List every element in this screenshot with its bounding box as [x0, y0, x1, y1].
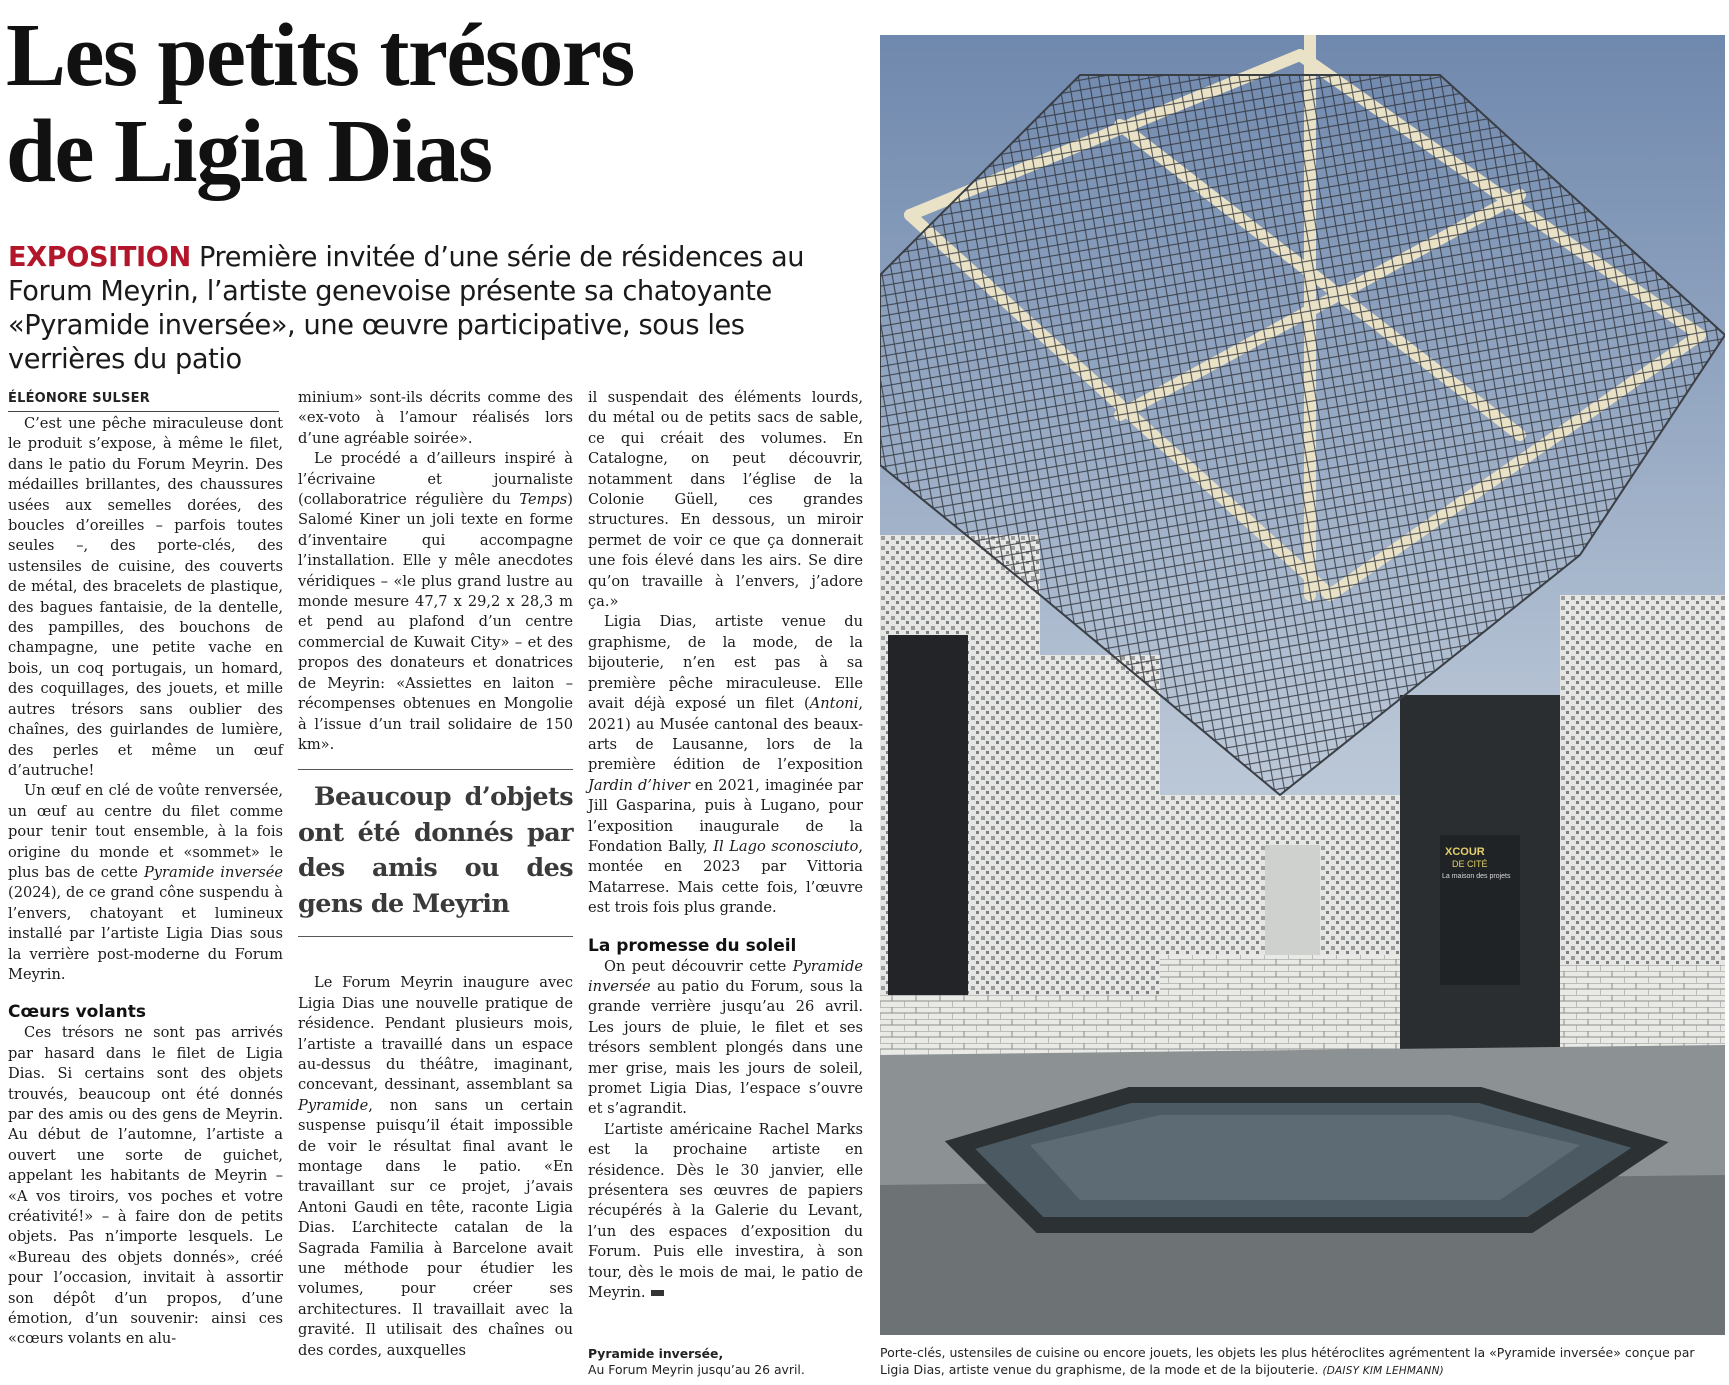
patio-net-illustration [880, 35, 1725, 1335]
paragraph: C’est une pêche miraculeuse dont le produit s’expose, à même le filet, dans le patio du Forum Meyrin. Des médailles brillantes, des chaussures usées aux semelles dorées, des boucles d’oreilles – parfois toutes seules –, des porte-clés, des ustensiles de cuisine, des couverts de métal, des bracelets de plastique, des bagues fantaisie, de la dentelle, des pampilles, des bouchons de champagne, une petite vache en bois, un coq portugais, un homard, des coquillages, des jouets, et mille autres trésors sans oublier des chaînes, des guirlandes de lumière, des perles et même un œuf d’autruche! [8, 415, 283, 779]
paragraph: L’artiste américaine Rachel Marks est la prochaine artiste en résidence. Dès le 30 janvier, elle présentera ses œuvres de papiers récupérés à la Galerie du Levant, l’un des espaces d’exposition du Forum. Puis elle investira, à son tour, dès le mois de mai, le patio de Meyrin. [588, 1120, 863, 1302]
pull-quote: Beaucoup d’objets ont été donnés par des amis ou des gens de Meyrin [298, 782, 573, 919]
article-photo [880, 35, 1725, 1335]
caption-text: Porte-clés, ustensiles de cuisine ou encore jouets, les objets les plus hétéroclites agrémentent la «Pyramide inversée» conçue par Ligia Dias, artiste venue du graphisme, de la mode et de la bijouterie. [880, 1345, 1695, 1377]
paragraph: Ligia Dias, artiste venue du graphisme, de la mode, de la bijouterie, n’en est pas à sa première pêche miraculeuse. Elle avait déjà exposé un filet (Antoni, 2021) au Musée cantonal des beaux-arts de Lausanne, lors de la première édition de l’exposition Jardin d’hiver en 2021, imaginée par Jill Gasparina, puis à Lugano, pour l’exposition inaugurale de la Fondation Bally, Il Lago sconosciuto, montée en 2023 par Vittoria Matarrese. Mais cette fois, l’œuvre est trois fois plus grande. [588, 613, 864, 917]
paragraph: Un œuf en clé de voûte renversée, un œuf au centre du filet comme pour tenir tout ensemble, à la fois origine du monde et «sommet» le plus bas de cette Pyramide inversée (2024), de ce grand cône suspendu à l’envers, chatoyant et lumineux installé par l’artiste Ligia Dias sous la verrière post-moderne du Forum Meyrin. [8, 782, 283, 983]
headline-line-2: de Ligia Dias [6, 102, 492, 201]
sign-text: La maison des projets [1442, 873, 1511, 880]
paragraph: Le Forum Meyrin inaugure avec Ligia Dias une nouvelle pratique de résidence. Pendant plusieurs mois, l’artiste a travaillé dans un espace au-dessus du théâtre, imaginant, concevant, dessinant, assemblant sa Pyramide, non sans un certain suspense puisqu’il était impossible de voir le résultat final avant le montage dans le patio. «En travaillant sur ce projet, j’avais Antoni Gaudi en tête, raconte Ligia Dias. L’architecte catalan de la Sagrada Familia à Barcelone avait une méthode pour étudier les volumes, pour créer ses architectures. Il travaillait avec la gravité. Il utilisait des chaînes ou des cordes, auxquelles [298, 974, 573, 1359]
info-box-title: Pyramide inversée, [588, 1346, 724, 1361]
subheading: La promesse du soleil [588, 935, 797, 956]
info-box [588, 1346, 848, 1378]
kicker-label: EXPOSITION [8, 242, 191, 273]
paragraph: Ces trésors ne sont pas arrivés par hasard dans le filet de Ligia Dias. Si certains sont des objets trouvés, beaucoup ont été donnés par des amis ou des gens de Meyrin. Au début de l’automne, l’artiste a ouvert une sorte de guichet, appelant les habitants de Meyrin – «A vos tiroirs, vos poches et votre créativité!» – à faire don de petits objets. Pas n’importe lesquels. Le «Bureau des objets donnés», créé pour l’occasion, invitait à assortir son dépôt d’un propos, d’une émotion, d’un souvenir: ainsi ces «cœurs volants en alu- [8, 1024, 283, 1348]
photo-credit: (DAISY KIM LEHMANN) [1322, 1365, 1444, 1377]
info-box-text: Au Forum Meyrin jusqu’au 26 avril. [588, 1362, 805, 1377]
sign-text: DE CITÉ [1452, 859, 1488, 869]
byline: ÉLÉONORE SULSER [8, 391, 150, 406]
standfirst-text: Première invitée d’une série de résidences au Forum Meyrin, l’artiste genevoise présente sa chatoyante «Pyramide inversée», une œuvre participative, sous les verrières du patio [8, 242, 805, 375]
end-of-article-mark [651, 1290, 664, 1296]
headline-line-1: Les petits trésors [6, 6, 634, 105]
paragraph: minium» sont-ils décrits comme des «ex-voto à l’amour réalisés lors d’une agréable soirée». [298, 389, 573, 447]
paragraph: On peut découvrir cette Pyramide inversée au patio du Forum, sous la grande verrière jusqu’au 26 avril. Les jours de pluie, le filet et ses trésors semblent plongés dans une mer grise, mais les jours de soleil, promet Ligia Dias, l’espace s’ouvre et s’agrandit. [588, 957, 863, 1118]
sign-text: XCOUR [1445, 846, 1485, 858]
column-1 [8, 410, 283, 1350]
paragraph: il suspendait des éléments lourds, du métal ou de petits sacs de sable, ce qui créait des volumes. En Catalogne, on peut découvrir, notamment dans l’église de la Colonie Güell, ces grandes structures. En dessous, un miroir permet de voir ce que ça donnerait une fois élevé dans les airs. Se dire qu’on travaille à l’envers, j’adore ça.» [588, 389, 863, 611]
pull-quote-bottom-rule [298, 936, 573, 937]
photo-caption [880, 1344, 1725, 1380]
pull-quote-top-rule [298, 769, 573, 770]
column-3 [588, 388, 863, 1303]
subheading: Cœurs volants [8, 1002, 147, 1023]
paragraph: Le procédé a d’ailleurs inspiré à l’écrivaine et journaliste (collaboratrice régulière du Temps) Salomé Kiner un joli texte en forme d’inventaire qui accompagne l’installation. Elle y mêle anecdotes véridiques – «le plus grand lustre au monde mesure 47,7 x 29,2 x 28,3 m et pend au plafond d’un centre commercial de Kuwait City» – et des propos des donateurs et donatrices de Meyrin: «Assiettes en laiton – récompenses obtenues en Mongolie à l’issue d’un trail solidaire de 150 km». [298, 450, 573, 753]
standfirst [8, 241, 868, 377]
column-2 [298, 388, 573, 1361]
headline [6, 8, 866, 200]
